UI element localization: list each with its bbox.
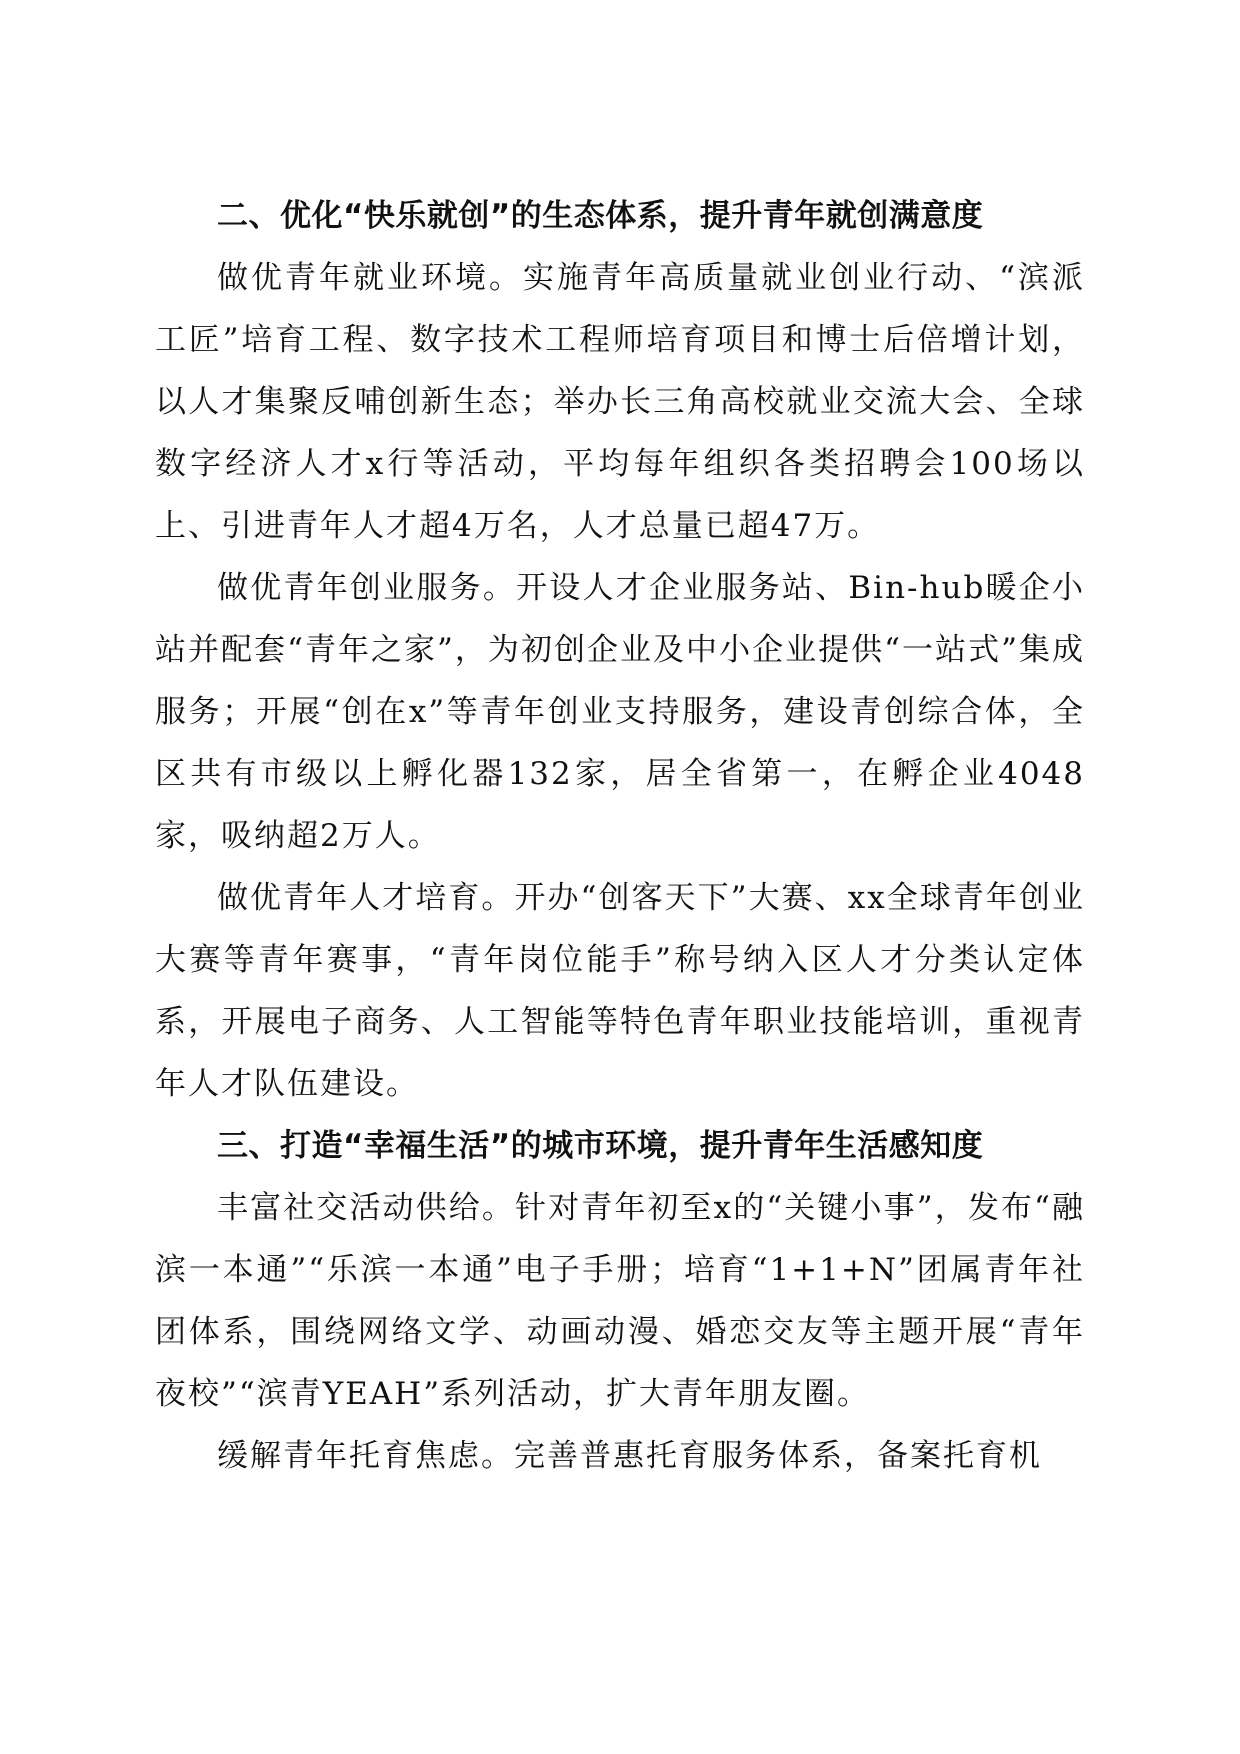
paragraph-entrepreneurship-service: 做优青年创业服务。开设人才企业服务站、Bin-hub暖企小站并配套“青年之家”，为初创企业及中小企业提供“一站式”集成服务；开展“创在x”等青年创业支持服务，建设青创综合体，全区共有市级以上孵化器132家，居全省第一，在孵企业4048家，吸纳超2万人。 xyxy=(155,570,1085,854)
paragraph-talent-cultivation: 做优青年人才培育。开办“创客天下”大赛、xx全球青年创业大赛等青年赛事，“青年岗位能手”称号纳入区人才分类认定体系，开展电子商务、人工智能等特色青年职业技能培训，重视青年人才队伍建设。 xyxy=(155,880,1085,1102)
paragraph-childcare: 缓解青年托育焦虑。完善普惠托育服务体系，备案托育机 xyxy=(217,1438,1042,1474)
paragraph-employment-environment: 做优青年就业环境。实施青年高质量就业创业行动、“滨派工匠”培育工程、数字技术工程师培育项目和博士后倍增计划，以人才集聚反哺创新生态；举办长三角高校就业交流大会、全球数字经济人才x行等活动，平均每年组织各类招聘会100场以上、引进青年人才超4万名，人才总量已超47万。 xyxy=(155,260,1085,544)
section-heading-2: 二、优化“快乐就创”的生态体系，提升青年就创满意度 xyxy=(217,198,984,234)
section-heading-3: 三、打造“幸福生活”的城市环境，提升青年生活感知度 xyxy=(217,1128,984,1164)
document-body xyxy=(155,185,1085,1487)
paragraph-social-activities: 丰富社交活动供给。针对青年初至x的“关键小事”，发布“融滨一本通”“乐滨一本通”电子手册；培育“1+1+N”团属青年社团体系，围绕网络文学、动画动漫、婚恋交友等主题开展“青年夜校”“滨青YEAH”系列活动，扩大青年朋友圈。 xyxy=(155,1190,1085,1412)
